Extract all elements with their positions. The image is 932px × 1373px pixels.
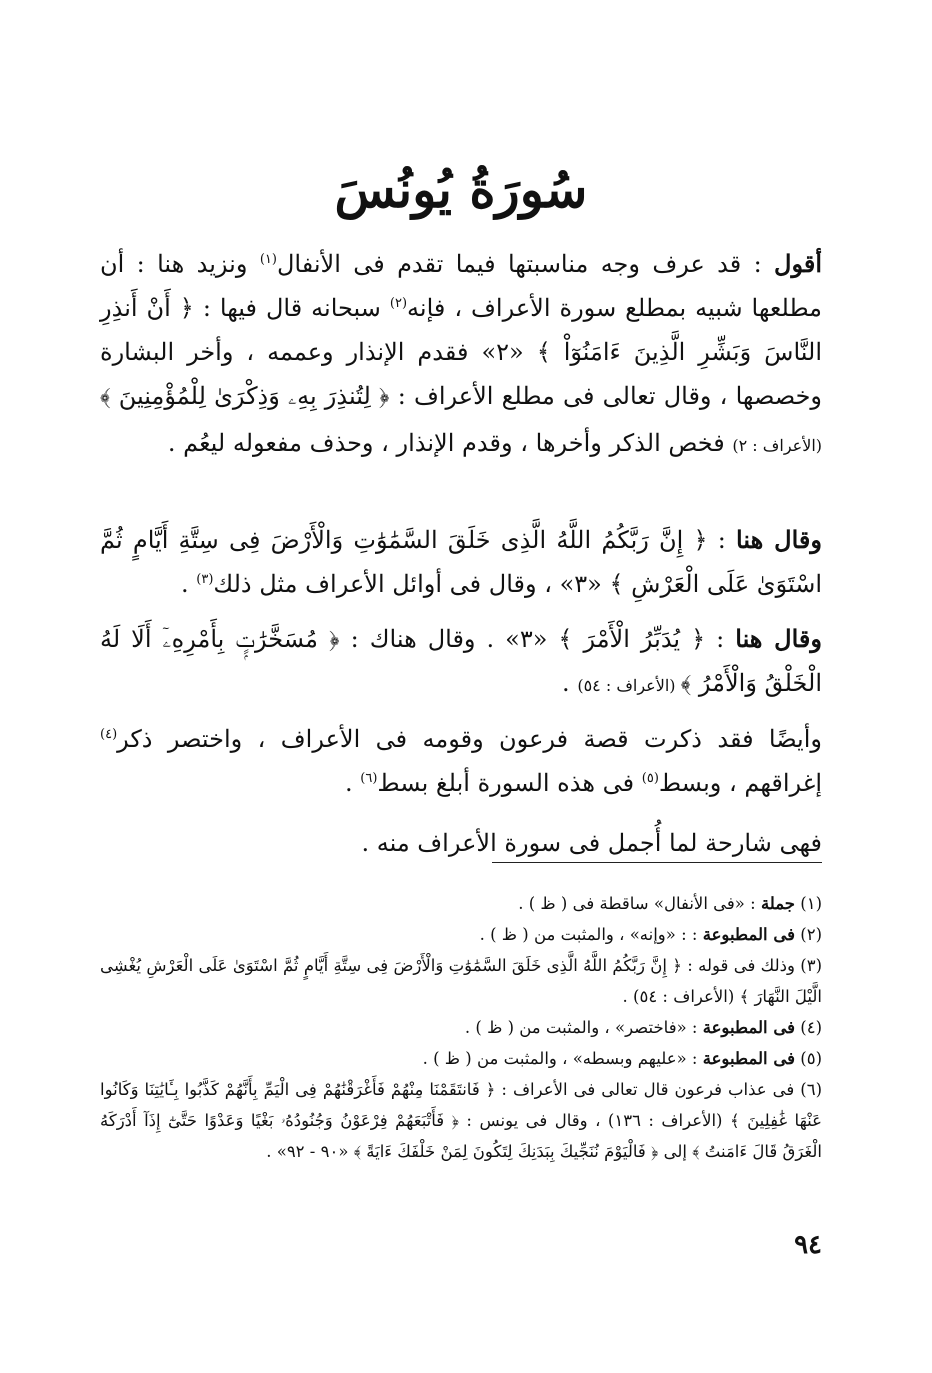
lead-word: وقال هنا — [736, 525, 822, 554]
paragraph-4 — [100, 717, 822, 805]
footnote-number: (٢) — [800, 925, 822, 944]
quran-quote: ﴿ مُسَخَّرَٰتٍۭ بِأَمْرِهِۦٓ أَلَا لَهُ الْخَلْقُ وَالْأَمْرُ ﴾ — [100, 625, 822, 697]
text: «٣» ، وقال فى أوائل الأعراف مثل ذلك — [213, 570, 610, 598]
paragraph-3 — [100, 617, 822, 708]
footnote-ref-4[interactable]: (٤) — [100, 727, 118, 742]
lead-word: أقول — [774, 249, 822, 278]
page-number: ٩٤ — [794, 1230, 822, 1260]
footnote-1 — [100, 888, 822, 919]
footnote-ref-5[interactable]: (٥) — [641, 771, 659, 786]
footnote-number: (٥) — [800, 1049, 822, 1068]
text: «٣» . وقال هناك : — [339, 625, 559, 653]
surah-title: سُورَةُ يُونُسَ — [334, 160, 588, 219]
quran-quote: ﴿ أَنْ أَنذِرِ النَّاسَ وَبَشِّرِ الَّذِينَ ءَامَنُوٓاْ ﴾ — [100, 294, 822, 366]
footnote-label: فى المطبوعة — [702, 925, 795, 944]
text: . — [562, 669, 578, 697]
footnote-ref-2[interactable]: (٢) — [389, 296, 408, 311]
footnote-ref-6[interactable]: (٦) — [360, 771, 378, 786]
quran-quote: ﴿ لِتُنذِرَ بِهِۦ وَذِكْرَىٰ لِلْمُؤْمِنِينَ ﴾ — [100, 382, 390, 410]
quran-quote: ﴿ إِنَّ رَبَّكُمُ اللَّهُ الَّذِى خَلَقَ السَّمَٰوَٰتِ وَالْأَرْضَ فِى سِتَّةِ أَيَّامٍ ثُمَّ اسْتَوَىٰ عَلَى الْعَرْشِ ﴾ — [100, 526, 822, 598]
footnote-label: فى المطبوعة — [702, 1018, 795, 1037]
text: ونزيد هنا : أن مطلعها شبيه بمطلع سورة الأعراف ، فإنه — [100, 250, 822, 322]
paragraph-1 — [100, 242, 822, 468]
footnote-ref-1[interactable]: (١) — [259, 252, 277, 267]
text: : قد عرف وجه مناسبتها فيما تقدم فى الأنفال — [276, 250, 775, 278]
document-page — [100, 0, 822, 1373]
footnote-text: : «فى الأنفال» ساقطة فى ( ظ ) . — [518, 894, 761, 913]
footnote-text: فى عذاب فرعون قال تعالى فى الأعراف : ﴿ فَانتَقَمْنَا مِنْهُمْ فَأَغْرَقْنَٰهُمْ فِى الْيَمِّ بِأَنَّهُمْ كَذَّبُوا بِـَٔايَٰتِنَا وَكَانُوا عَنْهَا غَٰفِلِينَ ﴾ (الأعراف : ١٣٦) ، وقال فى يونس : ﴿ فَأَتْبَعَهُمْ فِرْعَوْنُ وَجُنُودُهُۥ بَغْيًا وَعَدْوًا حَتَّىٰٓ إِذَآ أَدْرَكَهُ الْغَرَقُ قَالَ ءَامَنتُ ﴾ إلى ﴿ فَالْيَوْمَ نُنَجِّيكَ بِبَدَنِكَ لِتَكُونَ لِمَنْ خَلْفَكَ ءَايَةً ﴾ «٩٠ - ٩٢» . — [100, 1080, 822, 1161]
paragraph-2 — [100, 518, 822, 606]
paragraph-5 — [100, 821, 822, 865]
footnote-text: : «عليهم وبسطه» ، والمثبت من ( ظ ) . — [422, 1049, 703, 1068]
footnote-text: : «فاختصر» ، والمثبت من ( ظ ) . — [464, 1018, 703, 1037]
footnote-6 — [100, 1074, 822, 1167]
footnote-4 — [100, 1012, 822, 1043]
footnote-number: (١) — [800, 894, 822, 913]
text: فخص الذكر وأخرها ، وقدم الإنذار ، وحذف مفعوله ليعُم . — [167, 429, 733, 457]
footnote-number: (٦) — [800, 1080, 822, 1099]
footnote-5 — [100, 1043, 822, 1074]
footnote-number: (٣) — [800, 956, 822, 975]
footnote-divider — [492, 862, 822, 863]
footnote-text: وذلك فى قوله : ﴿ إِنَّ رَبَّكُمُ اللَّهُ الَّذِى خَلَقَ السَّمَٰوَٰتِ وَالْأَرْضَ فِى سِتَّةِ أَيَّامٍ ثُمَّ اسْتَوَىٰ عَلَى الْعَرْشِ يُغْشِى الَّيْلَ النَّهَارَ ﴾ (الأعراف : ٥٤) . — [100, 956, 822, 1006]
footnote-number: (٤) — [800, 1018, 822, 1037]
text: : — [705, 625, 736, 653]
text: . — [180, 570, 197, 598]
text: «٢» فقدم الإنذار وعممه ، وأخر البشارة وخصصها ، وقال تعالى فى مطلع الأعراف : — [100, 338, 822, 410]
footnote-text: : : «وإنه» ، والمثبت من ( ظ ) . — [479, 925, 703, 944]
footnote-label: جملة — [760, 894, 795, 913]
verse-reference: (الأعراف : ٢) — [732, 436, 822, 455]
verse-reference: (الأعراف : ٥٤) — [577, 676, 681, 695]
text: وأيضًا فقد ذكرت قصة فرعون وقومه فى الأعراف ، واختصر ذكر — [117, 725, 822, 753]
text: فهى شارحة لما أُجمل فى سورة الأعراف منه . — [361, 829, 822, 857]
text: : — [707, 526, 737, 554]
footnote-2 — [100, 919, 822, 950]
text: . — [345, 769, 361, 797]
text: سبحانه قال فيها : — [193, 294, 390, 322]
text: إغراقهم ، وبسط — [658, 769, 822, 797]
footnote-label: فى المطبوعة — [702, 1049, 795, 1068]
lead-word: وقال هنا — [735, 624, 822, 653]
footnote-3 — [100, 950, 822, 1012]
footnotes — [100, 888, 822, 1167]
footnote-ref-3[interactable]: (٣) — [196, 572, 214, 587]
text: فى هذه السورة أبلغ بسط — [377, 769, 642, 797]
quran-quote: ﴿ يُدَبِّرُ الْأَمْرَ ﴾ — [558, 625, 706, 653]
